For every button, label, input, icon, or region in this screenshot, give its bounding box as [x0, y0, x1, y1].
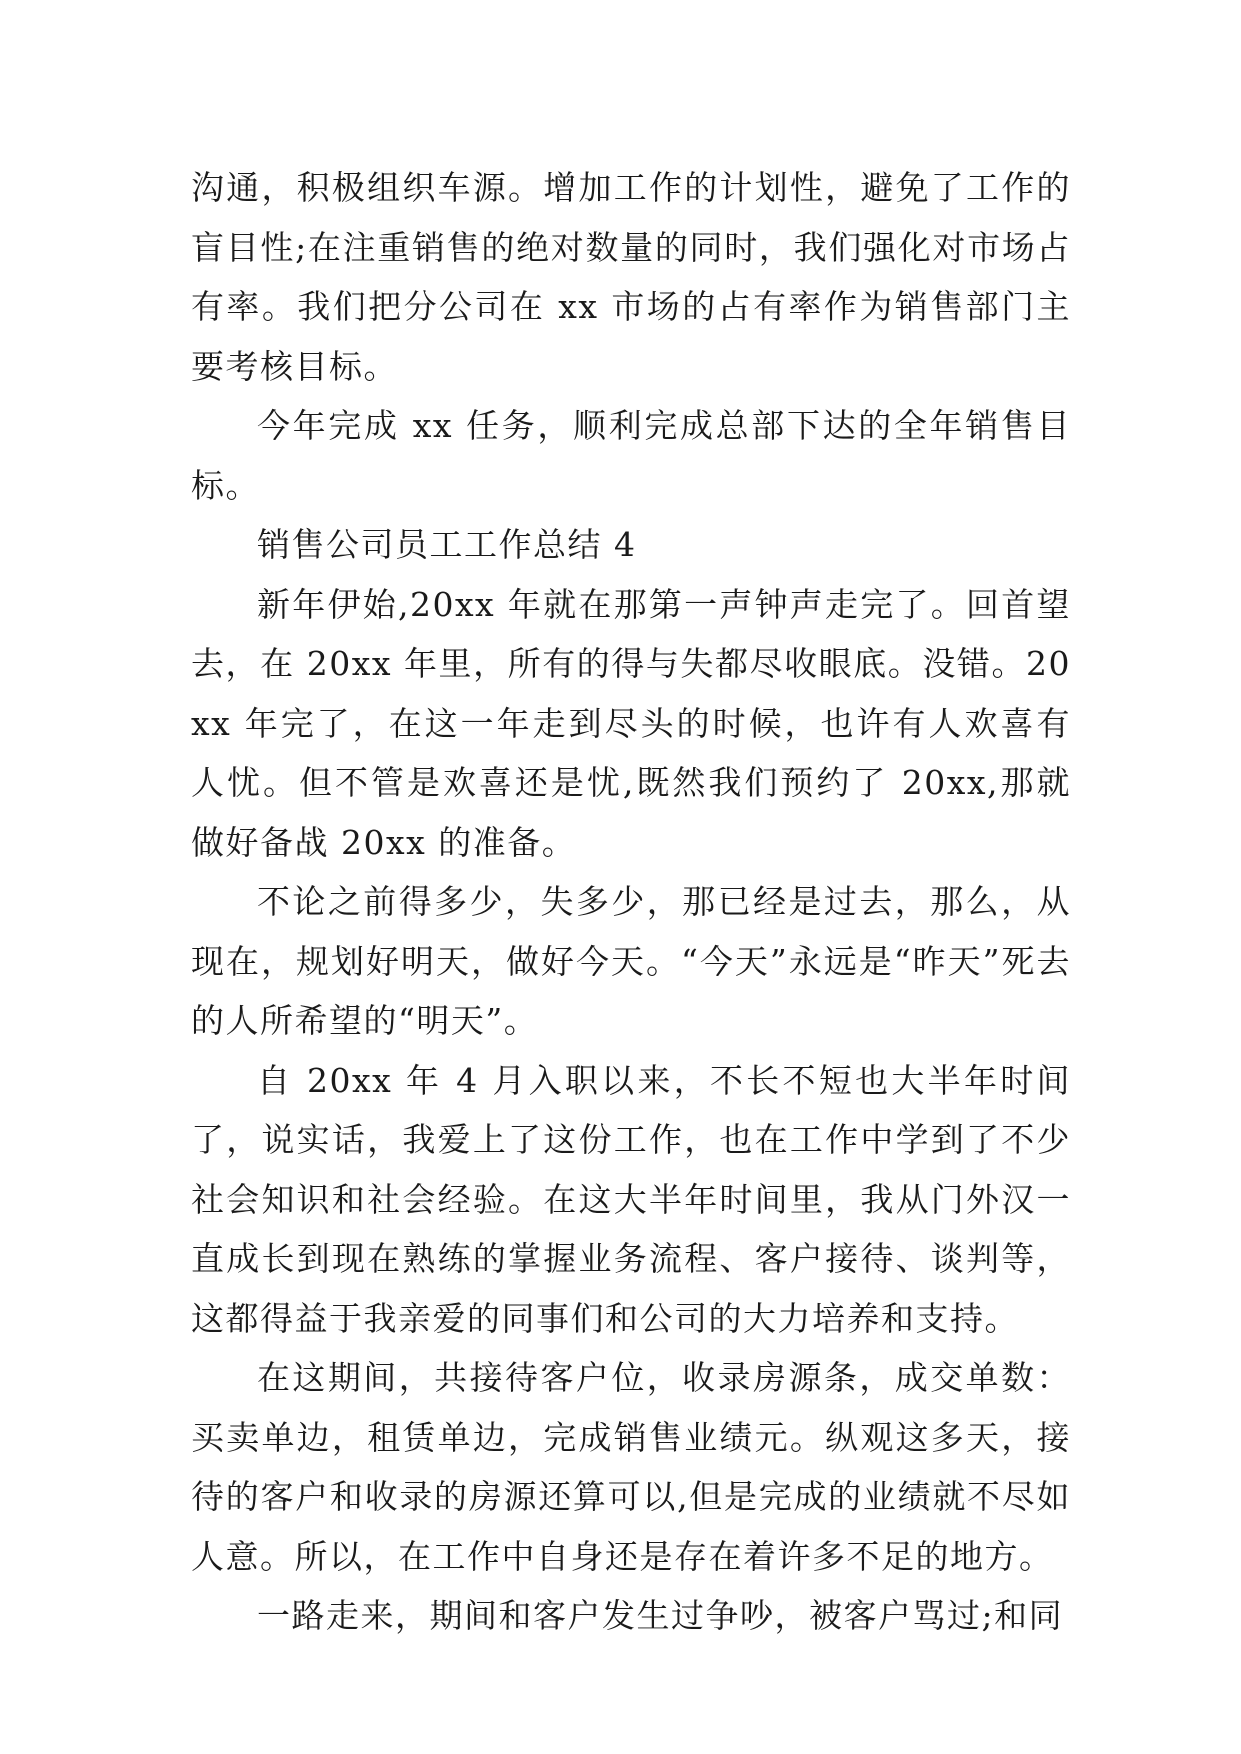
paragraph-continued: 沟通，积极组织车源。增加工作的计划性，避免了工作的盲目性;在注重销售的绝对数量的同时，我们强化对市场占有率。我们把分公司在 xx 市场的占有率作为销售部门主要考核目标。	[191, 168, 1071, 386]
paragraph-since-joining: 自 20xx 年 4 月入职以来，不长不短也大半年时间了，说实话，我爱上了这份工作，也在工作中学到了不少社会知识和社会经验。在这大半年时间里，我从门外汉一直成长到现在熟练的掌握业务流程、客户接待、谈判等，这都得益于我亲爱的同事们和公司的大力培养和支持。	[191, 1060, 1071, 1338]
paragraph-new-year: 新年伊始,20xx 年就在那第一声钟声走完了。回首望去，在 20xx 年里，所有的得与失都尽收眼底。没错。20xx 年完了，在这一年走到尽头的时候，也许有人欢喜有人忧。但不管是欢喜还是忧,既然我们预约了 20xx,那就做好备战 20xx 的准备。	[191, 584, 1071, 862]
section-heading: 销售公司员工工作总结 4	[257, 525, 637, 564]
paragraph-along-the-way: 一路走来，期间和客户发生过争吵，被客户骂过;和同	[257, 1596, 1064, 1635]
document-body	[191, 158, 1071, 1646]
paragraph-plan-today: 不论之前得多少，失多少，那已经是过去，那么，从现在，规划好明天，做好今天。“今天”永远是“昨天”死去的人所希望的“明天”。	[191, 882, 1071, 1040]
paragraph-annual-target: 今年完成 xx 任务，顺利完成总部下达的全年销售目标。	[191, 406, 1071, 505]
paragraph-performance: 在这期间，共接待客户位，收录房源条，成交单数：买卖单边，租赁单边，完成销售业绩元。纵观这多天，接待的客户和收录的房源还算可以,但是完成的业绩就不尽如人意。所以，在工作中自身还是存在着许多不足的地方。	[191, 1358, 1071, 1576]
